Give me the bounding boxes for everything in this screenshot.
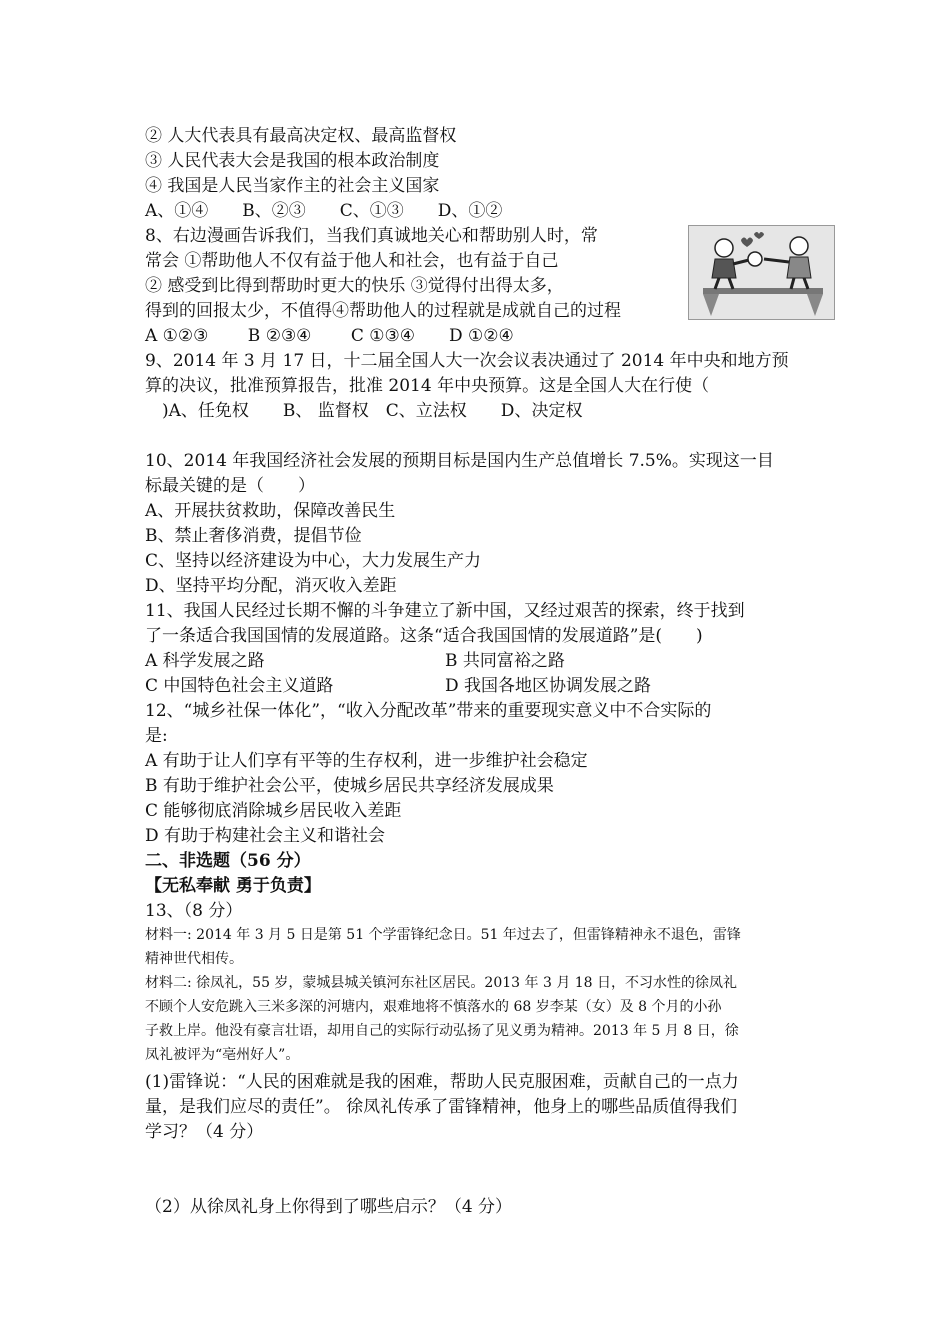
- q8-choices: A ①②③ B ②③④ C ①③④ D ①②④: [145, 326, 514, 346]
- q10-option-a: A、开展扶贫救助，保障改善民生: [145, 501, 396, 521]
- q8-line-2: 常会 ①帮助他人不仅有益于他人和社会，也有益于自己: [145, 251, 559, 271]
- q9-line-3: )A、任免权 B、 监督权 C、立法权 D、决定权: [145, 401, 583, 421]
- q12-option-b: B 有助于维护社会公平，使城乡居民共享经济发展成果: [145, 776, 554, 796]
- q8-line-3: ② 感受到比得到帮助时更大的快乐 ③觉得付出得太多，: [145, 276, 564, 296]
- q11-line-1: 11、我国人民经过长期不懈的斗争建立了新中国，又经过艰苦的探索，终于找到: [145, 601, 745, 621]
- q11-option-a: A 科学发展之路: [145, 651, 265, 671]
- q13-sub1-line-3: 学习？（4 分）: [145, 1122, 264, 1142]
- q7-option-2: ② 人大代表具有最高决定权、最高监督权: [145, 126, 457, 146]
- q13-header: 13、（8 分）: [145, 901, 243, 921]
- q12-line-2: 是:: [145, 726, 168, 746]
- theme-heading: 【无私奉献 勇于负责】: [145, 876, 321, 896]
- q12-line-1: 12、“城乡社保一体化”，“收入分配改革”带来的重要现实意义中不合实际的: [145, 701, 712, 721]
- q13-material-2-line-4: 凤礼被评为“亳州好人”。: [145, 1047, 300, 1063]
- q10-option-b: B、禁止奢侈消费，提倡节俭: [145, 526, 362, 546]
- q8-line-4: 得到的回报太少，不值得④帮助他人的过程就是成就自己的过程: [145, 301, 621, 321]
- q12-option-d: D 有助于构建社会主义和谐社会: [145, 826, 386, 846]
- q11-option-d: D 我国各地区协调发展之路: [445, 676, 652, 696]
- section-2-heading: 二、非选题（56 分）: [145, 851, 311, 871]
- q10-line-1: 10、2014 年我国经济社会发展的预期目标是国内生产总值增长 7.5%。实现这一目: [145, 451, 774, 471]
- q13-material-2-line-2: 不顾个人安危跳入三米多深的河塘内，艰难地将不慎落水的 68 岁李某（女）及 8 个月的小孙: [145, 999, 722, 1015]
- cartoon-illustration: [688, 225, 835, 320]
- q10-option-c: C、坚持以经济建设为中心，大力发展生产力: [145, 551, 482, 571]
- q11-line-2: 了一条适合我国国情的发展道路。这条“适合我国国情的发展道路”是( ): [145, 626, 703, 646]
- q9-line-1: 9、2014 年 3 月 17 日，十二届全国人大一次会议表决通过了 2014 年中央和地方预: [145, 351, 789, 371]
- cartoon-drawing: [689, 226, 834, 319]
- q9-line-2: 算的决议，批准预算报告，批准 2014 年中央预算。这是全国人大在行使（: [145, 376, 710, 396]
- q10-option-d: D、坚持平均分配，消灭收入差距: [145, 576, 397, 596]
- q12-option-a: A 有助于让人们享有平等的生存权利，进一步维护社会稳定: [145, 751, 588, 771]
- q13-material-2-line-1: 材料二: 徐凤礼，55 岁，蒙城县城关镇河东社区居民。2013 年 3 月 18 日，不习水性的徐凤礼: [145, 975, 738, 991]
- q7-option-3: ③ 人民代表大会是我国的根本政治制度: [145, 151, 440, 171]
- q7-option-4: ④ 我国是人民当家作主的社会主义国家: [145, 176, 440, 196]
- q13-sub1-line-2: 量，是我们应尽的责任”。 徐凤礼传承了雷锋精神，他身上的哪些品质值得我们: [145, 1097, 738, 1117]
- q13-material-2-line-3: 子救上岸。他没有豪言壮语，却用自己的实际行动弘扬了见义勇为精神。2013 年 5 月 8 日，徐: [145, 1023, 739, 1039]
- q11-option-b: B 共同富裕之路: [445, 651, 565, 671]
- q10-line-2: 标最关键的是（ ）: [145, 476, 315, 496]
- q13-material-1-line-2: 精神世代相传。: [145, 951, 243, 967]
- q8-line-1: 8、右边漫画告诉我们，当我们真诚地关心和帮助别人时，常: [145, 226, 598, 246]
- q13-sub2: （2）从徐凤礼身上你得到了哪些启示？（4 分）: [145, 1197, 513, 1217]
- q7-choices: A、①④ B、②③ C、①③ D、①②: [145, 201, 503, 221]
- q12-option-c: C 能够彻底消除城乡居民收入差距: [145, 801, 402, 821]
- q11-option-c: C 中国特色社会主义道路: [145, 676, 334, 696]
- q13-material-1-line-1: 材料一: 2014 年 3 月 5 日是第 51 个学雷锋纪念日。51 年过去了，但雷锋精神永不退色，雷锋: [145, 927, 741, 943]
- q13-sub1-line-1: (1)雷锋说：“人民的困难就是我的困难，帮助人民克服困难，贡献自己的一点力: [145, 1072, 739, 1092]
